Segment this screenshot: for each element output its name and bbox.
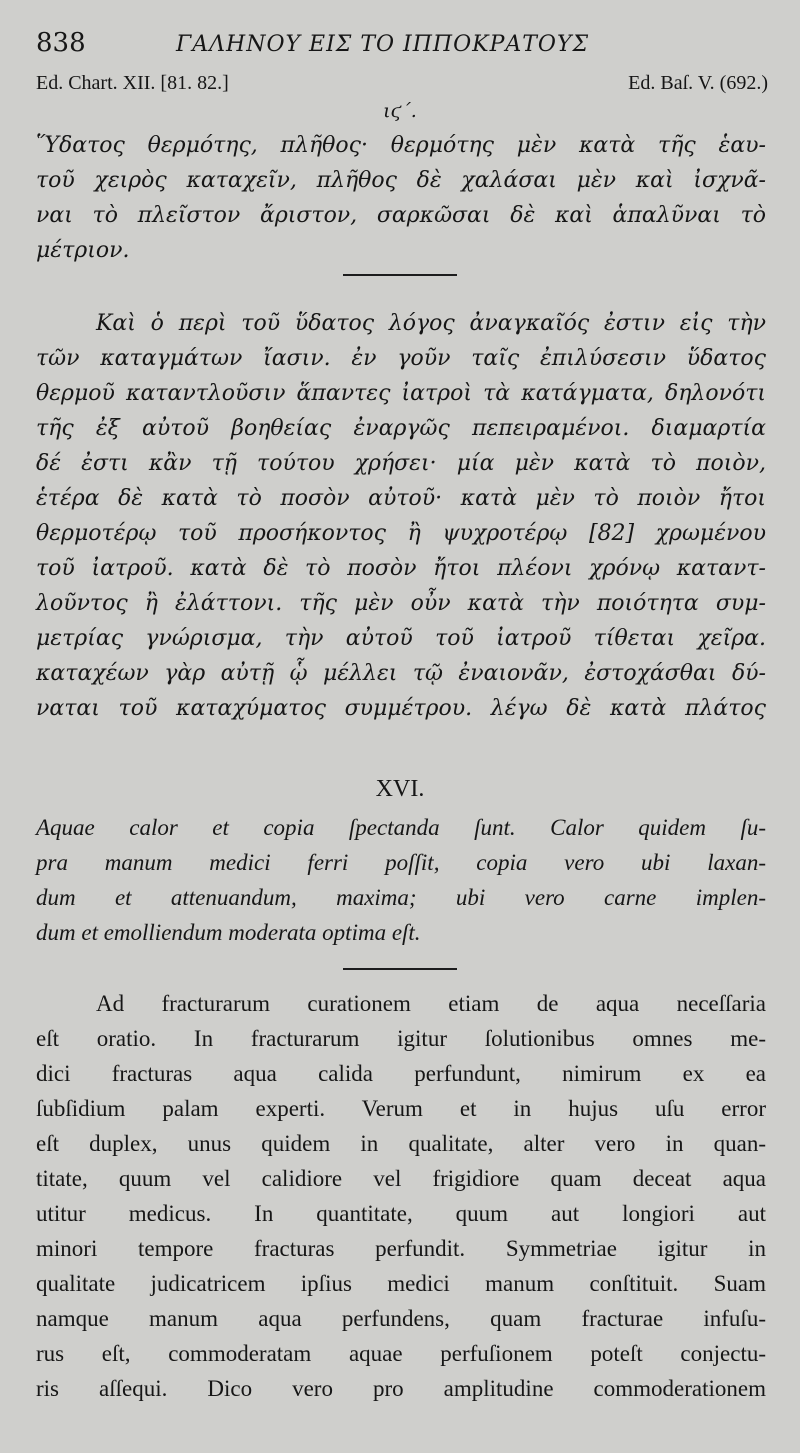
text-line: μέτριον. [36,238,130,263]
text-line: θερμοῦ καταντλοῦσιν ἅπαντες ἰατροὶ τὰ κατάγματα, δηλονότι [36,381,766,406]
text-line: τῆς ἐξ αὐτοῦ βοηθείας ἐναργῶς πεπειραμένοι. διαμαρτία [36,416,766,441]
text-line: titate, quum vel calidiore vel frigidiore quam deceat aqua [36,1166,766,1191]
text-line: δέ ἐστι κἂν τῇ τούτου χρήσει· μία μὲν κατὰ τὸ ποιὸν, [36,451,766,476]
text-line: Aquae calor et copia ſpectanda ſunt. Calor quidem ſu- [36,815,766,840]
latin-section-number: XVI. [375,776,425,802]
edition-chartier: Ed. Chart. XII. [81. 82.] [36,72,229,94]
text-line: dum et attenuandum, maxima; ubi vero carne implen- [36,885,766,910]
text-line: namque manum aqua perfundens, quam fracturae infuſu- [36,1306,766,1331]
text-line: Ad fracturarum curationem etiam de aqua neceſſaria [96,991,766,1016]
text-line: τῶν καταγμάτων ἴασιν. ἐν γοῦν ταῖς ἐπιλύσεσιν ὕδατος [36,346,766,371]
text-line: μετρίας γνώρισμα, τὴν αὐτοῦ τοῦ ἰατροῦ τίθεται χεῖρα. [36,626,766,651]
text-line: Ὕδατος θερμότης, πλῆθος· θερμότης μὲν κατὰ τῆς ἑαυ- [36,133,766,158]
text-line: eſt duplex, unus quidem in qualitate, alter vero in quan- [36,1131,766,1156]
greek-commentary [36,306,766,726]
text-line: τοῦ ἰατροῦ. κατὰ δὲ τὸ ποσὸν ἤτοι πλέονι χρόνῳ καταντ- [36,556,766,581]
text-line: pra manum medici ferri poſſit, copia vero ubi laxan- [36,850,766,875]
latin-commentary [36,986,766,1406]
text-line: ris aſſequi. Dico vero pro amplitudine commoderationem [36,1376,766,1401]
page-header [36,26,770,60]
edition-references [36,72,768,100]
edition-basel: Ed. Baſ. V. (692.) [628,72,768,94]
text-line: λοῦντος ἢ ἐλάττονι. τῆς μὲν οὖν κατὰ τὴν ποιότητα συμ- [36,591,766,616]
text-line: τοῦ χειρὸς καταχεῖν, πλῆθος δὲ χαλάσαι μὲν καὶ ἰσχνᾶ- [36,168,766,193]
latin-aphorism [36,810,766,950]
text-line: minori tempore fracturas perfundit. Symmetriae igitur in [36,1236,766,1261]
text-line: dum et emolliendum moderata optima eſt. [36,920,421,945]
text-line: ναι τὸ πλεῖστον ἄριστον, σαρκῶσαι δὲ καὶ ἁπαλῦναι τὸ [36,203,766,228]
text-line: eſt oratio. In fracturarum igitur ſolutionibus omnes me- [36,1026,766,1051]
page-number: 838 [36,28,86,58]
greek-section-number: ιϛ΄. [383,100,417,122]
text-line: ſubſidium palam experti. Verum et in hujus uſu error [36,1096,766,1121]
text-line: rus eſt, commoderatam aquae perfuſionem poteſt conjectu- [36,1341,766,1366]
text-line: Καὶ ὁ περὶ τοῦ ὕδατος λόγος ἀναγκαῖός ἐστιν εἰς τὴν [96,311,766,336]
text-line: θερμοτέρῳ τοῦ προσήκοντος ἢ ψυχροτέρῳ [82] χρωμένου [36,521,766,546]
text-line: ναται τοῦ καταχύματος συμμέτρου. λέγω δὲ κατὰ πλάτος [36,696,766,721]
greek-aphorism [36,128,766,268]
text-line: καταχέων γὰρ αὐτῇ ᾧ μέλλει τῷ ἐναιονᾶν, ἐστοχάσθαι δύ- [36,661,766,686]
running-title: ΓΑΛΗΝΟΥ ΕΙΣ ΤΟ ΙΠΠΟΚΡΑΤΟΥΣ [176,32,590,57]
section-divider [343,968,457,970]
text-line: ἑτέρα δὲ κατὰ τὸ ποσὸν αὐτοῦ· κατὰ μὲν τὸ ποιὸν ἤτοι [36,486,766,511]
text-line: utitur medicus. In quantitate, quum aut longiori aut [36,1201,766,1226]
text-line: qualitate judicatricem ipſius medici manum conſtituit. Suam [36,1271,766,1296]
section-divider [343,274,457,276]
text-line: dici fracturas aqua calida perfundunt, nimirum ex ea [36,1061,766,1086]
